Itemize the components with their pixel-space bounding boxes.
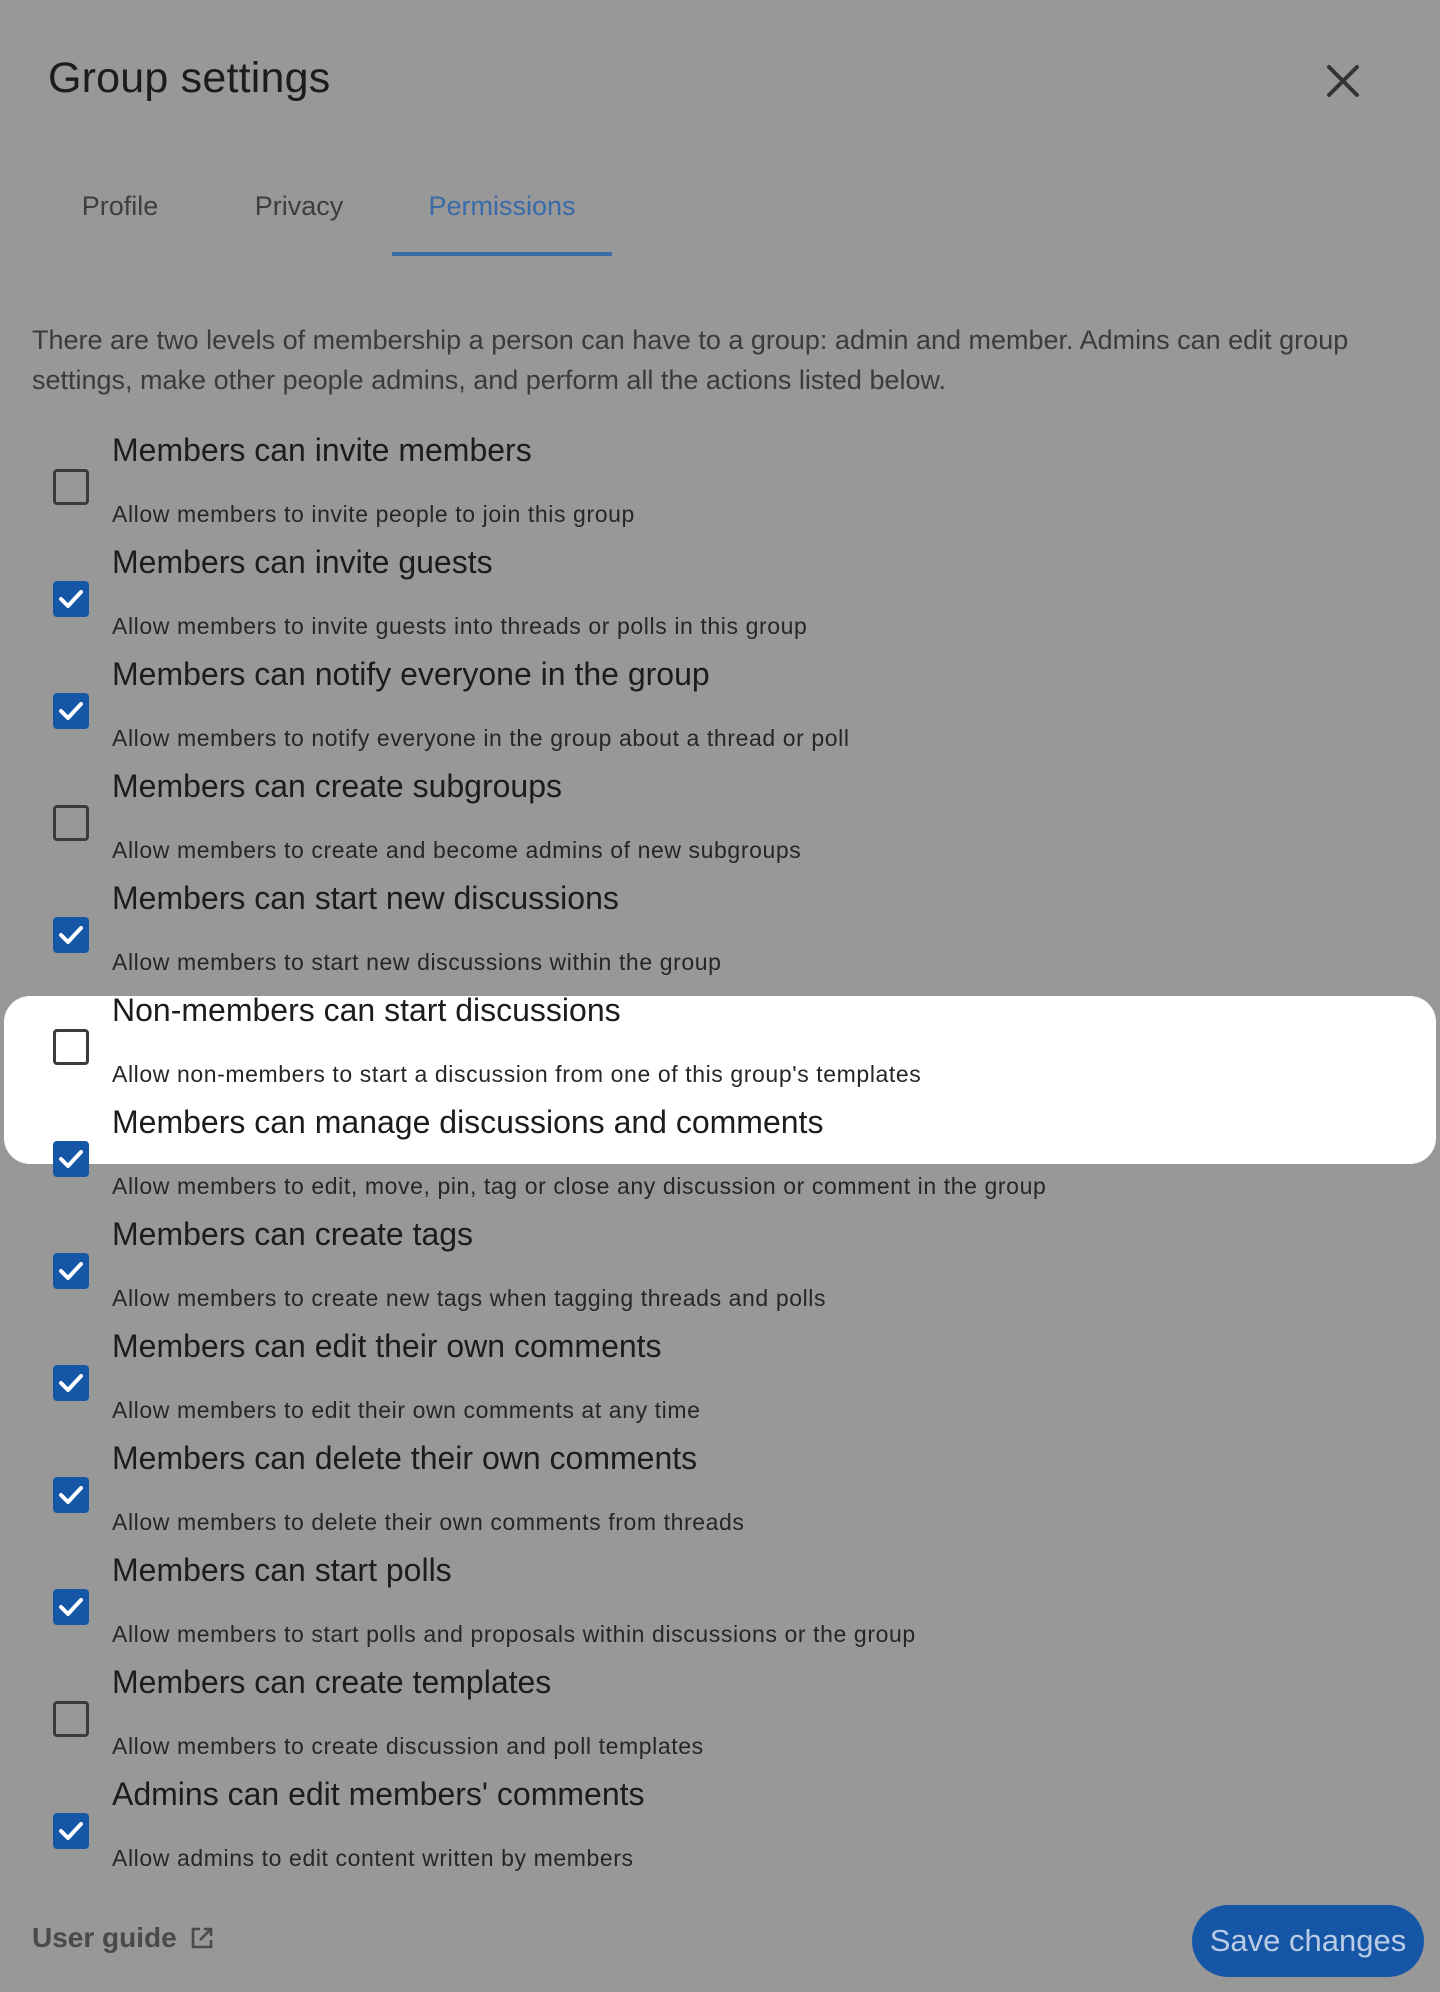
permission-row[interactable] [0,1104,1440,1224]
permission-label: Members can edit their own comments [112,1328,662,1364]
checkmark-icon [53,1365,89,1401]
permission-row[interactable] [0,1552,1440,1672]
permission-row[interactable] [0,1440,1440,1560]
permission-description: Allow members to create and become admins of new subgroups [112,837,802,863]
checkbox-unchecked[interactable] [53,805,89,841]
active-tab-indicator [392,252,612,256]
checkmark-icon [53,1253,89,1289]
tab-privacy[interactable] [244,176,354,256]
permission-row[interactable] [0,544,1440,664]
user-guide-label: User guide [32,1922,177,1953]
permission-description: Allow members to delete their own comments from threads [112,1509,745,1535]
permission-row[interactable] [0,1328,1440,1448]
permission-label: Members can create subgroups [112,768,562,804]
permission-description: Allow members to invite people to join this group [112,501,635,527]
permission-description: Allow members to edit, move, pin, tag or close any discussion or comment in the group [112,1173,1047,1199]
checkbox-checked[interactable] [53,1477,89,1513]
checkbox-checked[interactable] [53,1253,89,1289]
close-icon [1326,64,1360,98]
tab-profile-label: Profile [81,191,159,221]
checkbox-checked[interactable] [53,1365,89,1401]
checkmark-icon [53,1813,89,1849]
checkbox-checked[interactable] [53,1589,89,1625]
checkmark-icon [53,1477,89,1513]
permission-label: Members can delete their own comments [112,1440,698,1476]
permission-label: Members can create tags [112,1216,474,1252]
checkbox-unchecked[interactable] [53,469,89,505]
checkbox-checked[interactable] [53,581,89,617]
close-button[interactable] [1318,56,1368,106]
membership-intro-text: There are two levels of membership a person can have to a group: admin and member. Admins can edit group settings, make other people admins, and perform all the actions listed below. [32,325,1349,395]
tab-permissions-label: Permissions [428,191,576,221]
tab-profile[interactable] [58,176,182,256]
permission-label: Members can manage discussions and comments [112,1104,824,1140]
save-changes-button[interactable]: Save changes [1192,1905,1424,1977]
checkbox-checked[interactable] [53,917,89,953]
permission-description: Allow admins to edit content written by members [112,1845,634,1871]
checkmark-icon [53,581,89,617]
checkmark-icon [53,917,89,953]
permission-row[interactable] [0,880,1440,1000]
permission-label: Non-members can start discussions [112,992,621,1028]
checkmark-icon [53,1141,89,1177]
permission-label: Members can create templates [112,1664,552,1700]
user-guide-link[interactable] [32,1922,215,1954]
permission-description: Allow members to create new tags when tagging threads and polls [112,1285,827,1311]
checkmark-icon [53,1589,89,1625]
checkbox-checked[interactable] [53,1813,89,1849]
permission-row[interactable] [0,656,1440,776]
permission-description: Allow members to invite guests into threads or polls in this group [112,613,808,639]
permission-row[interactable] [0,1216,1440,1336]
permission-row[interactable] [0,1664,1440,1784]
permission-description: Allow members to create discussion and poll templates [112,1733,704,1759]
permission-row[interactable] [0,432,1440,552]
permission-row[interactable] [0,1776,1440,1896]
permission-label: Members can start polls [112,1552,452,1588]
dialog-title: Group settings [48,54,331,102]
permission-label: Members can start new discussions [112,880,619,916]
tab-permissions[interactable] [392,176,612,256]
checkbox-unchecked[interactable] [53,1701,89,1737]
checkmark-icon [53,693,89,729]
checkbox-unchecked[interactable] [53,1029,89,1065]
checkbox-checked[interactable] [53,1141,89,1177]
permission-label: Admins can edit members' comments [112,1776,645,1812]
tab-privacy-label: Privacy [254,191,344,221]
permission-label: Members can invite members [112,432,532,468]
permission-label: Members can notify everyone in the group [112,656,710,692]
permission-description: Allow members to notify everyone in the group about a thread or poll [112,725,850,751]
permission-description: Allow members to start new discussions within the group [112,949,722,975]
external-link-icon [189,1925,215,1951]
checkbox-checked[interactable] [53,693,89,729]
permission-description: Allow members to start polls and proposals within discussions or the group [112,1621,916,1647]
permission-description: Allow members to edit their own comments at any time [112,1397,701,1423]
permission-label: Members can invite guests [112,544,493,580]
permission-description: Allow non-members to start a discussion from one of this group's templates [112,1061,922,1087]
permission-row[interactable] [0,768,1440,888]
